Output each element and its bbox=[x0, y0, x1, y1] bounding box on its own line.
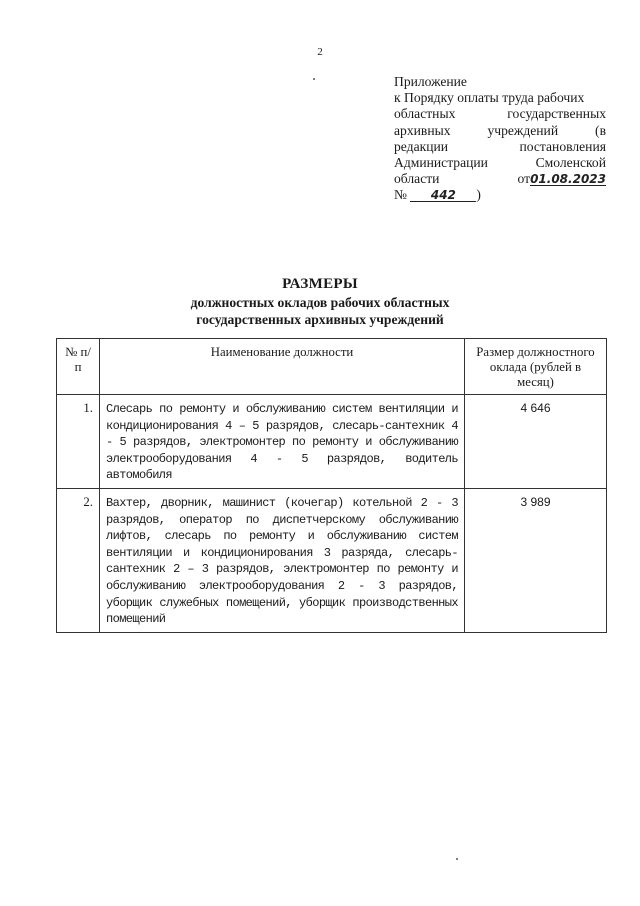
scan-speck bbox=[456, 858, 458, 860]
row-salary: 4 646 bbox=[465, 395, 607, 489]
title-subtitle-1: должностных окладов рабочих областных bbox=[190, 295, 450, 310]
appendix-number-label: № bbox=[394, 187, 407, 203]
handwritten-number: 442 bbox=[410, 189, 476, 202]
title-main: РАЗМЕРЫ bbox=[282, 276, 358, 292]
table-row bbox=[57, 395, 607, 489]
appendix-line: Администрации Смоленской bbox=[394, 155, 606, 171]
appendix-block bbox=[394, 74, 606, 204]
page-number: 2 bbox=[317, 46, 323, 58]
table-header-row bbox=[57, 339, 607, 395]
header-salary: Размер должностного оклада (рублей в месяц) bbox=[465, 339, 607, 395]
appendix-line: архивных учреждений (в bbox=[394, 122, 606, 138]
appendix-date-prefix: от bbox=[517, 171, 531, 187]
appendix-line: областных государственных bbox=[394, 106, 606, 122]
row-num: 1. bbox=[57, 395, 100, 489]
salary-table bbox=[56, 338, 607, 633]
handwritten-date: 01.08.2023 bbox=[530, 172, 606, 187]
header-name: Наименование должности bbox=[100, 339, 465, 395]
row-salary: 3 989 bbox=[465, 488, 607, 632]
scan-speck bbox=[313, 78, 315, 80]
row-position-name: Слесарь по ремонту и обслуживанию систем вентиляции и кондиционирования 4 – 5 разрядов, слесарь-сантехник 4 - 5 разрядов, электромонтер по ремонту и обслуживанию электрооборудования 4 - 5 разрядов, водитель автомобиля bbox=[100, 395, 465, 489]
header-num: № п/п bbox=[57, 339, 100, 395]
appendix-line: к Порядку оплаты труда рабочих bbox=[394, 90, 585, 106]
title-subtitle-2: государственных архивных учреждений bbox=[196, 312, 444, 327]
appendix-date-label: области bbox=[394, 171, 440, 187]
appendix-number-suffix: ) bbox=[476, 187, 481, 203]
table-row bbox=[57, 488, 607, 632]
appendix-number-line bbox=[394, 187, 606, 203]
appendix-date-line bbox=[394, 171, 606, 187]
row-position-name: Вахтер, дворник, машинист (кочегар) котельной 2 - 3 разрядов, оператор по диспетчерскому обслуживанию лифтов, слесарь по ремонту и обслуживанию систем вентиляции и кондиционирования 3 разряда, слесарь-сантехник 2 – 3 разрядов, электромонтер по ремонту и обслуживанию электрооборудования 2 - 3 разрядов, уборщик служебных помещений, уборщик производственных помещений bbox=[100, 488, 465, 632]
appendix-line: редакции постановления bbox=[394, 138, 606, 154]
document-title bbox=[0, 275, 640, 328]
row-num: 2. bbox=[57, 488, 100, 632]
appendix-line: Приложение bbox=[394, 74, 467, 89]
